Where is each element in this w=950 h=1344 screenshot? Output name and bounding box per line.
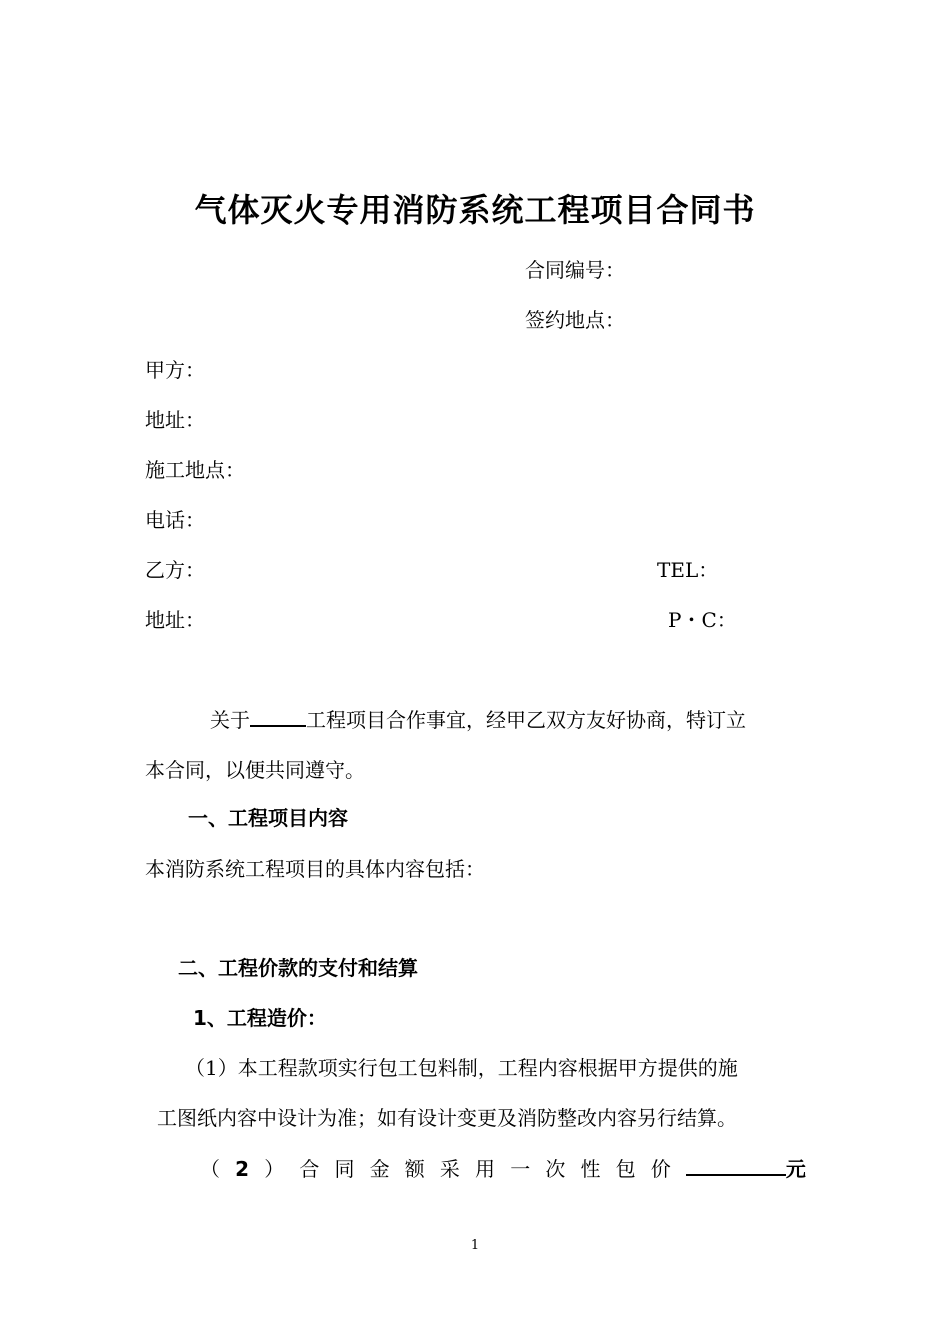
party-a-label: 甲方： (145, 358, 205, 382)
para1-line2: 工图纸内容中设计为准；如有设计变更及消防整改内容另行结算。 (157, 1106, 737, 1130)
para2-char: 一 (510, 1157, 531, 1181)
para2-char: 次 (545, 1157, 566, 1181)
tel-label: TEL： (657, 558, 719, 582)
contract-number-label: 合同编号： (525, 258, 625, 282)
para2-char: 合 (299, 1157, 320, 1181)
para2-char: 金 (369, 1157, 390, 1181)
para2-char: 用 (475, 1157, 496, 1181)
para2-amount (686, 1154, 806, 1183)
phone-label: 电话： (145, 508, 205, 532)
intro-prefix: 关于 (210, 708, 250, 732)
party-b-label: 乙方： (145, 558, 205, 582)
item1-heading: 1、工程造价： (193, 1006, 327, 1030)
para1-line1: （1）本工程款项实行包工包料制，工程内容根据甲方提供的施 (185, 1056, 738, 1080)
para2-char: 性 (580, 1157, 601, 1181)
para2-line (200, 1154, 806, 1183)
project-name-blank (250, 705, 306, 727)
section1-heading: 一、工程项目内容 (188, 806, 348, 830)
document-title: 气体灭火专用消防系统工程项目合同书 (194, 191, 756, 229)
section2-heading: 二、工程价款的支付和结算 (178, 956, 418, 980)
address-a-label: 地址： (145, 408, 205, 432)
amount-blank (686, 1154, 786, 1176)
pc-label: P・C： (668, 608, 737, 632)
section1-body: 本消防系统工程项目的具体内容包括： (145, 857, 485, 881)
currency-unit: 元 (785, 1157, 806, 1181)
para2-close-paren: ） (264, 1157, 285, 1181)
para2-char: 额 (404, 1157, 425, 1181)
para2-char: 采 (439, 1157, 460, 1181)
address-b-label: 地址： (145, 608, 205, 632)
intro-paragraph-line1 (210, 705, 746, 734)
signing-place-label: 签约地点： (525, 308, 625, 332)
para2-number: 2 (235, 1157, 250, 1181)
para2-open-paren: （ (200, 1157, 220, 1181)
para2-char: 包 (615, 1157, 636, 1181)
para2-char: 同 (334, 1157, 355, 1181)
intro-suffix: 工程项目合作事宜，经甲乙双方友好协商，特订立 (306, 708, 746, 732)
page-number: 1 (470, 1238, 480, 1253)
construction-site-label: 施工地点： (145, 458, 245, 482)
para2-char: 价 (650, 1157, 671, 1181)
intro-paragraph-line2: 本合同，以便共同遵守。 (145, 758, 365, 782)
